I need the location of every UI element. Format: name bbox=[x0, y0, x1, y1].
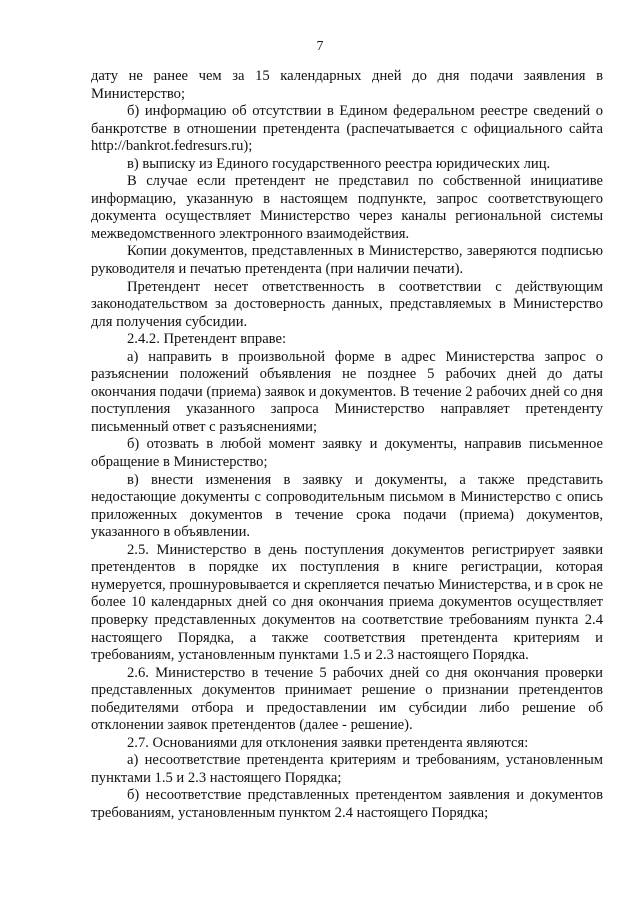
paragraph: а) направить в произвольной форме в адрес Министерства запрос о разъяснении положений объявления не позднее 5 рабочих дней до даты окончания подачи (приема) заявок и документов. В течение 2 рабочих дней со дня поступления указанного запроса Министерство направляет претенденту письменный ответ с разъяснениями; bbox=[91, 348, 604, 435]
paragraph: б) информацию об отсутствии в Едином федеральном реестре сведений о банкротстве в отношении претендента (распечатывается с официального сайта http://bankrot.fedresurs.ru); bbox=[91, 103, 603, 155]
paragraph: б) несоответствие представленных претендентом заявления и документов требованиям, установленным пунктом 2.4 настоящего Порядка; bbox=[91, 787, 603, 821]
paragraph: дату не ранее чем за 15 календарных дней до дня подачи заявления в Министерство; bbox=[91, 68, 603, 102]
document-body bbox=[91, 68, 603, 823]
paragraph: в) выписку из Единого государственного реестра юридических лиц. bbox=[127, 155, 551, 172]
paragraph: а) несоответствие претендента критериям и требованиям, установленным пунктами 1.5 и 2.3 настоящего Порядка; bbox=[91, 752, 603, 786]
page-number: 7 bbox=[316, 38, 324, 53]
paragraph: в) внести изменения в заявку и документы, а также представить недостающие документы с сопроводительным письмом в Министерство с опись приложенных документов в течение срока подачи (приема) документов, указанного в объявлении. bbox=[91, 471, 603, 541]
paragraph: 2.6. Министерство в течение 5 рабочих дней со дня окончания проверки представленных документов принимает решение о признании претендентов победителями отбора и предоставлении им субсидии либо решение об отклонении заявок претендентов (далее - решение). bbox=[91, 664, 603, 734]
paragraph: Копии документов, представленных в Министерство, заверяются подписью руководителя и печатью претендента (при наличии печати). bbox=[91, 243, 603, 278]
section-heading: 2.4.2. Претендент вправе: bbox=[127, 331, 287, 348]
paragraph: 2.5. Министерство в день поступления документов регистрирует заявки претендентов в порядке их поступления в книге регистрации, которая нумеруется, прошнуровывается и скрепляется печатью Министерства, и в срок не более 10 календарных дней со дня окончания приема документов осуществляет проверку представленных документов на соответствие требованиям пункта 2.4 настоящего Порядка, а также соответствия претендента критериям и требованиям, установленным пунктами 1.5 и 2.3 настоящего Порядка. bbox=[91, 541, 603, 664]
paragraph: Претендент несет ответственность в соответствии с действующим законодательством за достоверность данных, представляемых в Министерство для получения субсидии. bbox=[91, 278, 603, 330]
paragraph: В случае если претендент не представил по собственной инициативе информацию, указанную в настоящем подпункте, запрос соответствующего документа осуществляет Министерство через каналы региональной системы межведомственного электронного взаимодействия. bbox=[91, 173, 603, 242]
paragraph: 2.7. Основаниями для отклонения заявки претендента являются: bbox=[127, 734, 529, 751]
paragraph: б) отозвать в любой момент заявку и документы, направив письменное обращение в Министерство; bbox=[91, 436, 603, 471]
